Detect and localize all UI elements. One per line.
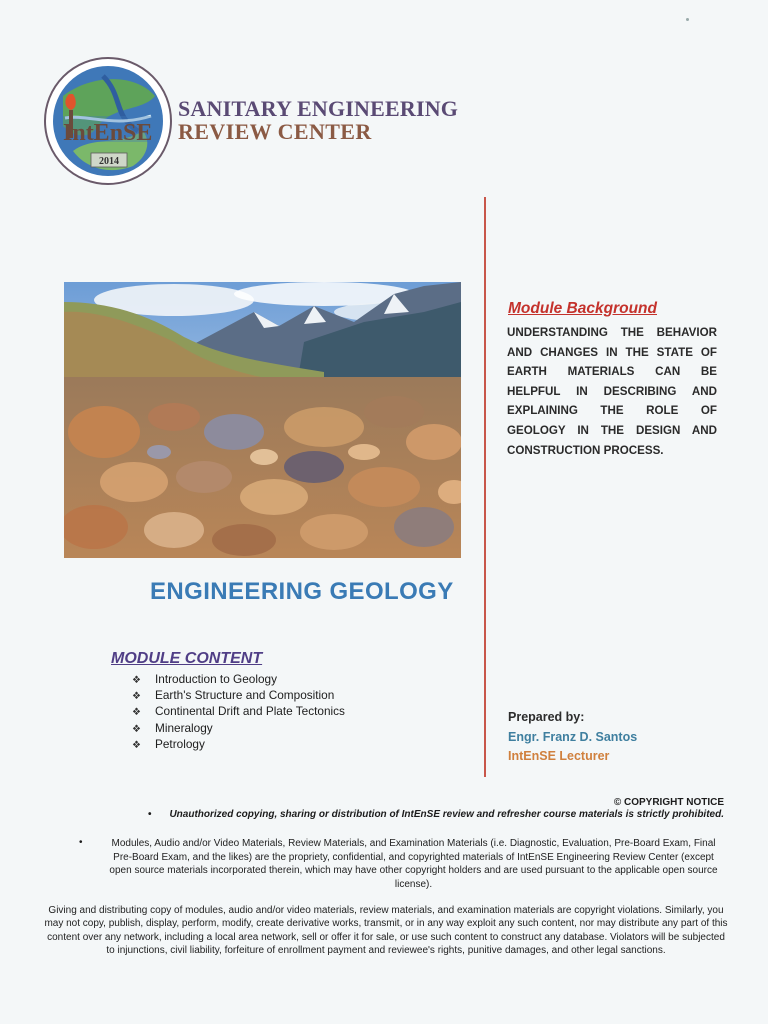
copyright-paragraph-1: Modules, Audio and/or Video Materials, Review Materials, and Examination Materials (i.e. Diagnostic, Evaluation, Pre-Board Exam, Final Pre-Board Exam, and the likes) are the propriety, confidential, and copyrighted materials of IntEnSE Engineering Review Center (except open source materials incorporated therein, which may have other copyright holders and are used pursuant to the applicable open source license). — [109, 838, 718, 890]
module-content-heading: MODULE CONTENT — [111, 650, 263, 667]
bullet-icon: • — [79, 837, 83, 848]
diamond-bullet-icon: ❖ — [132, 723, 141, 735]
bullet-icon: • — [148, 809, 152, 820]
prepared-by-label: Prepared by: — [508, 710, 585, 724]
copyright-title: © COPYRIGHT NOTICE — [613, 797, 724, 808]
diamond-bullet-icon: ❖ — [132, 691, 141, 703]
org-name-line1: SANITARY ENGINEERING — [178, 96, 459, 121]
module-content-list — [132, 672, 345, 753]
copyright-warning: Unauthorized copying, sharing or distribution of IntEnSE review and refresher course materials is strictly prohibited. — [169, 809, 724, 820]
vertical-divider — [484, 197, 486, 777]
org-name-line2: REVIEW CENTER — [178, 119, 372, 144]
list-item — [132, 737, 345, 753]
logo-letters: IntEnSE — [63, 120, 153, 146]
list-item-label: Earth's Structure and Composition — [155, 688, 335, 703]
list-item — [132, 672, 345, 688]
copyright-paragraph-2: Giving and distributing copy of modules, audio and/or video materials, review materials, and examination materials are copyright violations. Similarly, you may not copy, publish, display, perform, modify, create derivative works, transmit, or in any way exploit any such content, nor may distribute any part of this content over any network, including a local area network, sell or offer it for sale, or use such content to construct any database. Violators will be subjected to injunctions, civil liability, forfeiture of enrollment payment and reviewee's rights, punitive damages, and other legal sanctions. — [44, 905, 728, 957]
diamond-bullet-icon: ❖ — [132, 707, 141, 719]
list-item-label: Continental Drift and Plate Tectonics — [155, 704, 345, 719]
list-item — [132, 704, 345, 720]
list-item — [132, 721, 345, 737]
logo-year: 2014 — [99, 156, 119, 167]
module-background-text: UNDERSTANDING THE BEHAVIOR AND CHANGES IN THE STATE OF EARTH MATERIALS CAN BE HELPFUL IN DESCRIBING AND EXPLAINING THE ROLE OF GEOLOGY IN THE DESIGN AND CONSTRUCTION PROCESS. — [507, 326, 717, 457]
intense-logo — [43, 56, 173, 186]
author-role: IntEnSE Lecturer — [508, 749, 610, 763]
diamond-bullet-icon: ❖ — [132, 739, 141, 751]
page-title: ENGINEERING GEOLOGY — [150, 578, 454, 605]
list-item-label: Mineralogy — [155, 720, 213, 735]
module-background-heading: Module Background — [508, 300, 657, 317]
author-name: Engr. Franz D. Santos — [508, 730, 638, 744]
diamond-bullet-icon: ❖ — [132, 675, 141, 686]
list-item — [132, 688, 345, 704]
scan-speck — [686, 18, 689, 21]
list-item-label: Introduction to Geology — [155, 672, 277, 686]
list-item-label: Petrology — [155, 736, 205, 751]
mountain-rocks-photo — [64, 282, 461, 558]
